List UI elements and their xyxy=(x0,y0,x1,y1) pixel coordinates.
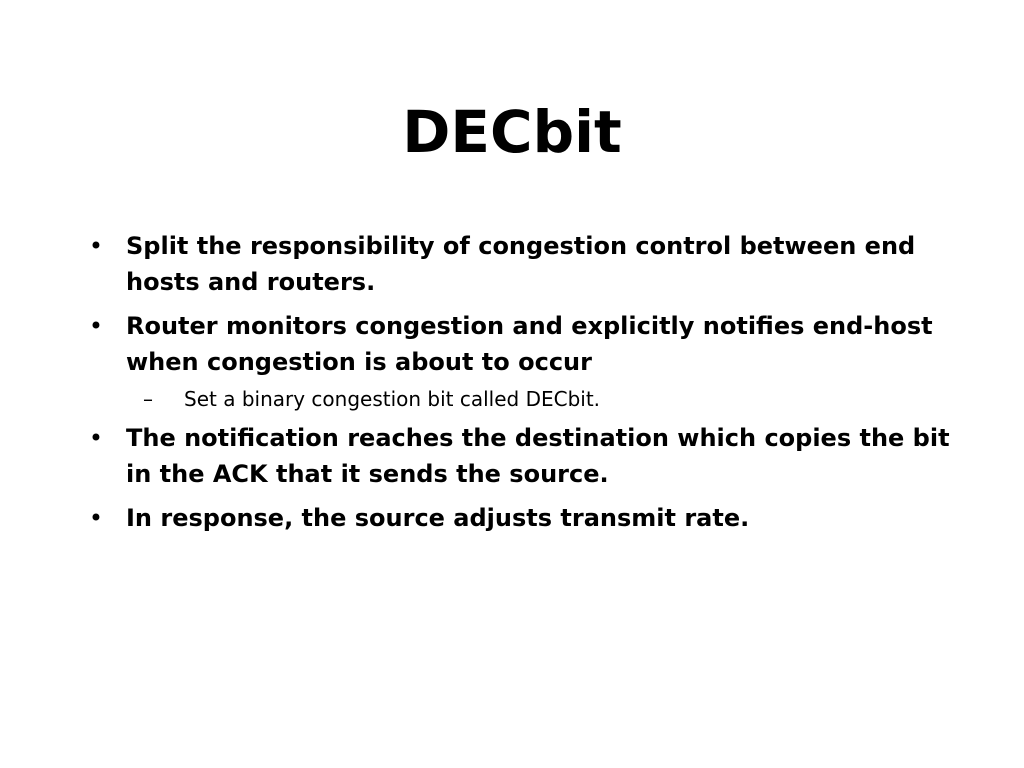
bullet-list xyxy=(86,228,966,544)
bullet-text: The notification reaches the destination which copies the bit in the ACK that it sends the source. xyxy=(126,424,950,488)
bullet-item xyxy=(86,228,966,300)
bullet-marker: • xyxy=(88,232,104,260)
sub-bullet-text: Set a binary congestion bit called DECbit. xyxy=(184,387,601,411)
bullet-text: Split the responsibility of congestion control between end hosts and routers. xyxy=(126,232,916,296)
bullet-marker: • xyxy=(88,312,104,340)
bullet-marker: • xyxy=(88,504,104,532)
slide-title: DECbit xyxy=(402,98,622,166)
sub-bullet-item xyxy=(86,384,966,414)
bullet-text: Router monitors congestion and explicitly notifies end-host when congestion is about to occur xyxy=(126,312,933,376)
sub-bullet-marker: – xyxy=(143,387,153,411)
bullet-item xyxy=(86,500,966,536)
bullet-item xyxy=(86,420,966,492)
bullet-item xyxy=(86,308,966,380)
bullet-text: In response, the source adjusts transmit rate. xyxy=(126,504,750,532)
bullet-marker: • xyxy=(88,424,104,452)
